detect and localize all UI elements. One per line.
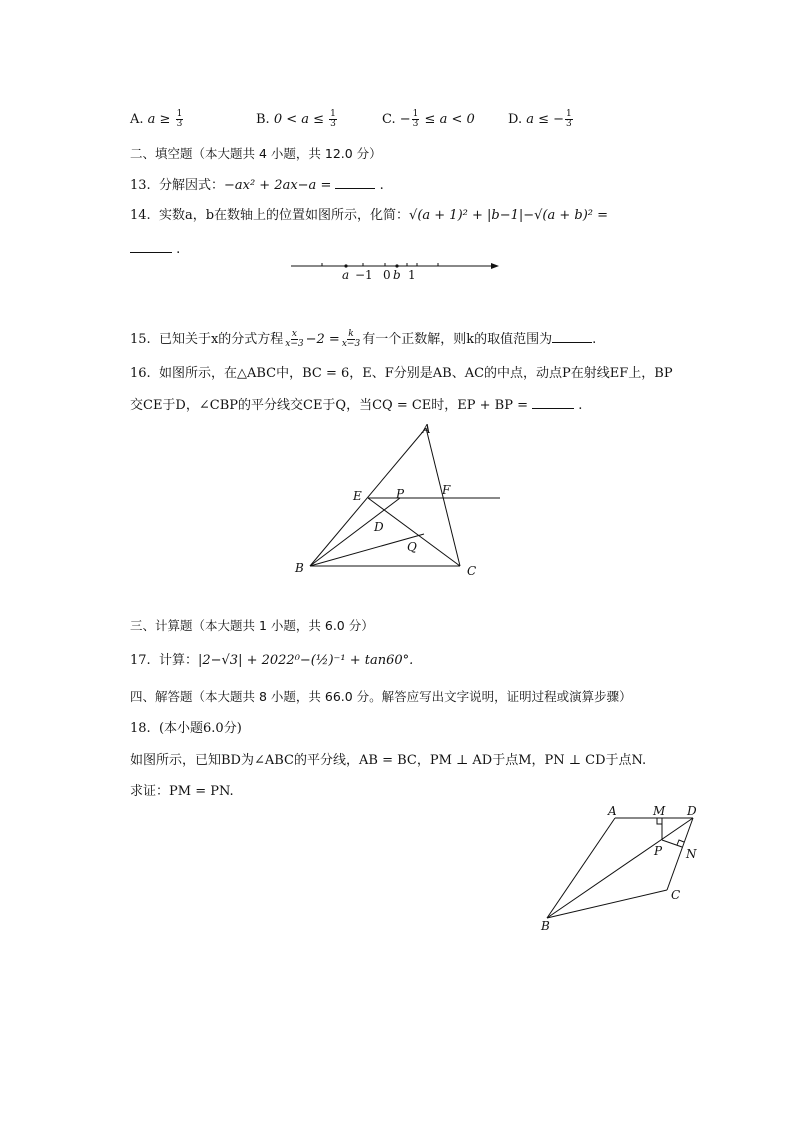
question-expr: √(a + 1)² + |b−1|−√(a + b)² = — [409, 208, 609, 223]
section-2-title: 二、填空题（本大题共 4 小题，共 12.0 分） — [130, 146, 382, 161]
fraction — [412, 110, 420, 129]
right-angle-mark-m — [657, 818, 662, 824]
label-a: A — [608, 804, 617, 818]
question-text: 实数a，b在数轴上的位置如图所示，化简： — [158, 208, 410, 223]
label-f: F — [442, 483, 451, 497]
denominator: x−3 — [285, 339, 304, 349]
denominator: 3 — [566, 119, 572, 129]
label-minus-one: −1 — [355, 268, 373, 282]
fraction — [341, 330, 361, 349]
label-zero: 0 — [383, 268, 391, 282]
quadrilateral-figure — [535, 800, 710, 935]
axis-arrow — [491, 263, 499, 269]
denominator: 3 — [412, 119, 419, 129]
q12-option-a — [130, 110, 184, 129]
denominator: 3 — [330, 119, 336, 129]
question-17 — [130, 652, 413, 670]
question-end: . — [592, 332, 597, 347]
fraction — [176, 110, 184, 129]
segment-bd — [547, 818, 693, 918]
question-16-line-1 — [130, 365, 673, 383]
option-expr-right: ≤ a < 0 — [420, 112, 475, 127]
segment-ac — [426, 428, 460, 566]
question-mid: −2 = — [305, 332, 340, 347]
fraction — [284, 330, 304, 349]
fraction — [329, 110, 337, 129]
option-expr: − — [399, 112, 411, 127]
question-end: . — [176, 242, 181, 257]
label-a: a — [342, 268, 350, 282]
question-end: . — [379, 178, 384, 193]
label-e: E — [353, 489, 362, 503]
segment-bp — [310, 498, 400, 566]
q12-option-d — [508, 110, 574, 129]
question-15 — [130, 329, 596, 351]
question-text-post: 有一个正数解，则k的取值范围为 — [362, 332, 553, 347]
numerator: x — [291, 329, 297, 339]
question-number: 17. — [130, 653, 151, 668]
fraction — [565, 110, 573, 129]
label-one: 1 — [408, 268, 416, 282]
q12-option-b — [256, 110, 338, 129]
question-14-answer-line — [130, 240, 180, 259]
numerator: 1 — [412, 109, 419, 119]
question-number: 14. — [130, 208, 151, 223]
question-text: 如图所示，在△ABC中，BC = 6，E、F分别是AB、AC的中点，动点P在射线EF上，BP — [158, 366, 673, 381]
option-letter: B. — [256, 112, 270, 127]
question-expr: |2−√3| + 2022⁰−(½)⁻¹ + tan60°. — [197, 653, 414, 668]
segment-ab — [547, 818, 615, 918]
label-a: A — [422, 422, 431, 436]
label-b: B — [541, 919, 550, 933]
label-p: P — [654, 844, 663, 858]
question-13 — [130, 176, 384, 195]
answer-blank[interactable] — [552, 330, 592, 343]
numerator: 1 — [330, 109, 336, 119]
number-line-figure — [285, 255, 505, 285]
question-18-line-2: 求证：PM = PN. — [130, 784, 234, 799]
label-d: D — [374, 520, 384, 534]
option-letter: A. — [130, 112, 144, 127]
question-text: 计算： — [158, 653, 198, 668]
label-b: b — [393, 268, 401, 282]
question-end: . — [578, 398, 583, 413]
label-m: M — [653, 804, 666, 818]
denominator: 3 — [176, 119, 183, 129]
question-16-line-2 — [130, 396, 582, 415]
label-n: N — [686, 847, 697, 861]
numerator: 1 — [566, 109, 572, 119]
q12-option-c — [382, 110, 475, 129]
option-expr: a ≤ − — [526, 112, 565, 127]
segment-bc — [547, 890, 667, 918]
question-number: 16. — [130, 366, 151, 381]
label-p: P — [396, 487, 405, 501]
answer-blank[interactable] — [532, 396, 574, 409]
option-expr: a ≥ — [147, 112, 175, 127]
answer-blank[interactable] — [335, 176, 375, 189]
question-number: 15. — [130, 332, 151, 347]
label-d: D — [687, 804, 697, 818]
question-14 — [130, 207, 608, 225]
option-letter: C. — [382, 112, 396, 127]
question-number: 13. — [130, 178, 151, 193]
question-text: 分解因式： — [158, 178, 224, 193]
question-text: 交CE于D，∠CBP的平分线交CE于Q，当CQ = CE时，EP + BP = — [130, 398, 529, 413]
question-text-pre: 已知关于x的分式方程 — [158, 332, 284, 347]
section-3-title: 三、计算题（本大题共 1 小题，共 6.0 分） — [130, 618, 374, 633]
question-score: (本小题6.0分) — [158, 721, 242, 736]
triangle-figure — [290, 418, 510, 583]
answer-blank[interactable] — [130, 240, 172, 253]
question-18-line-1: 如图所示，已知BD为∠ABC的平分线，AB = BC，PM ⊥ AD于点M，PN ⊥ CD于点N. — [130, 753, 647, 768]
option-expr: 0 < a ≤ — [273, 112, 329, 127]
right-angle-mark-n — [677, 840, 684, 845]
numerator: 1 — [176, 109, 183, 119]
denominator: x−3 — [341, 339, 361, 349]
question-number: 18. — [130, 721, 151, 736]
question-expr: −ax² + 2ax−a = — [223, 178, 336, 193]
question-18-header — [130, 720, 242, 738]
numerator: k — [348, 329, 354, 339]
option-letter: D. — [508, 112, 523, 127]
label-b: B — [295, 561, 304, 575]
section-4-title: 四、解答题（本大题共 8 小题，共 66.0 分。解答应写出文字说明，证明过程或演算步骤） — [130, 689, 632, 704]
label-c: C — [671, 888, 681, 902]
label-q: Q — [407, 540, 417, 554]
label-c: C — [467, 564, 477, 578]
